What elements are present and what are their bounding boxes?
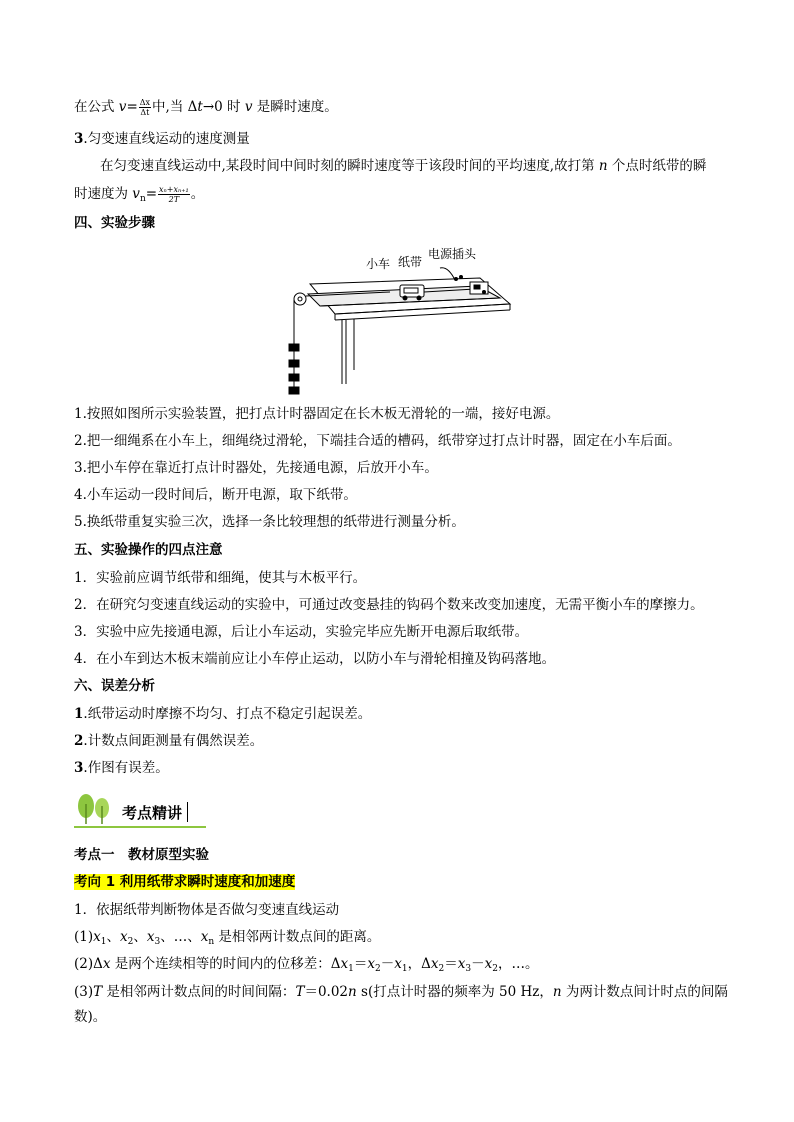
banner-underline bbox=[74, 826, 206, 828]
note-2: 2．在研究匀变速直线运动的实验中，可通过改变悬挂的钩码个数来改变加速度，无需平衡小车的摩擦力。 bbox=[74, 597, 704, 613]
step-5: 5.换纸带重复实验三次，选择一条比较理想的纸带进行测量分析。 bbox=[74, 514, 465, 530]
section-3-heading: 3.匀变速直线运动的速度测量 bbox=[74, 131, 250, 147]
error-2: 2.计数点间距测量有偶然误差。 bbox=[74, 733, 264, 749]
label-tape: 纸带 bbox=[398, 255, 423, 269]
judge-line-1: 1．依据纸带判断物体是否做匀变速直线运动 bbox=[74, 902, 340, 918]
kaodian-heading: 考点一 教材原型实验 bbox=[74, 847, 209, 863]
step-3: 3.把小车停在靠近打点计时器处，先接通电源，后放开小车。 bbox=[74, 460, 438, 476]
note-3: 3．实验中应先接通电源，后让小车运动，实验完毕应先断开电源后取纸带。 bbox=[74, 624, 529, 640]
tree-icon bbox=[74, 792, 114, 830]
judge-line-3: (2)Δx 是两个连续相等的时间内的位移差：$\Delta x_1=x_2-x_1$，$\Delta x_2=x_3-x_2$，…。 bbox=[74, 956, 539, 974]
note-4: 4．在小车到达木板末端前应让小车停止运动，以防小车与滑轮相撞及钩码落地。 bbox=[74, 651, 556, 667]
step-2: 2.把一细绳系在小车上，细绳绕过滑轮，下端挂合适的槽码，纸带穿过打点计时器，固定在小车后面。 bbox=[74, 433, 681, 449]
step-4: 4.小车运动一段时间后，断开电源，取下纸带。 bbox=[74, 487, 357, 503]
label-car: 小车 bbox=[366, 257, 391, 271]
label-plug: 电源插头 bbox=[428, 247, 477, 261]
formula-line: 在公式 v= $\frac{\Delta x}{\Delta t}$ 中,当 Δt→0 时 v 是瞬时速度。 bbox=[74, 98, 338, 117]
fraction: $\frac{\text{xₙ+xₙ₊₁}}{2T}$ bbox=[159, 185, 189, 204]
section-banner bbox=[74, 792, 210, 830]
heading-steps: 四、实验步骤 bbox=[74, 215, 155, 231]
note-1: 1．实验前应调节纸带和细绳，使其与木板平行。 bbox=[74, 570, 367, 586]
judge-line-4: (3)T 是相邻两计数点间的时间间隔：T＝0.02n s(打点计时器的频率为 50 Hz，n 为两计数点间计时点的间隔 bbox=[74, 984, 728, 1000]
kaoxiang-heading: 考向 1 利用纸带求瞬时速度和加速度 bbox=[74, 874, 296, 890]
judge-line-5: 数)。 bbox=[74, 1009, 107, 1025]
error-3: 3.作图有误差。 bbox=[74, 760, 169, 776]
banner-cursor bbox=[187, 802, 188, 822]
velocity-formula-line: 时速度为 $v_n=$ $\frac{\text{xₙ+xₙ₊₁}}{2T}$ 。 bbox=[74, 185, 205, 204]
banner-title: 考点精讲 bbox=[122, 804, 183, 822]
paragraph-text: 在匀变速直线运动中,某段时间中间时刻的瞬时速度等于该段时间的平均速度,故打第 n 个点时纸带的瞬 bbox=[100, 158, 707, 174]
judge-line-2: $(1)x_1$、$x_2$、$x_3$、…、$x_n$ 是相邻两计数点间的距离。 bbox=[74, 929, 381, 947]
heading-errors: 六、误差分析 bbox=[74, 678, 155, 694]
heading-notes: 五、实验操作的四点注意 bbox=[74, 542, 223, 558]
error-1: 1.纸带运动时摩擦不均匀、打点不稳定引起误差。 bbox=[74, 706, 372, 722]
fraction: $\frac{\Delta x}{\Delta t}$ bbox=[139, 98, 151, 117]
step-1: 1.按照如图所示实验装置，把打点计时器固定在长木板无滑轮的一端，接好电源。 bbox=[74, 406, 560, 422]
apparatus-figure bbox=[280, 244, 520, 396]
